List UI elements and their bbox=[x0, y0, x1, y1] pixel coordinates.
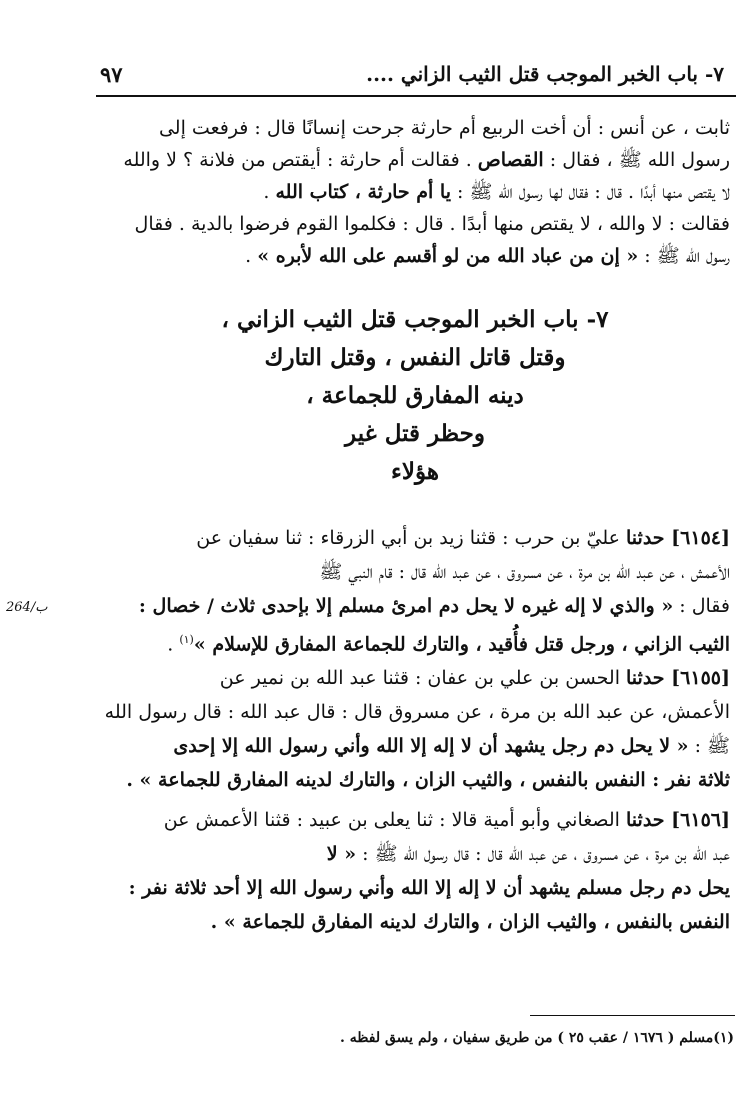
intro-line-1 bbox=[100, 112, 730, 144]
hadith-6154-line-1 bbox=[100, 522, 730, 554]
hadith-6156-line-1 bbox=[100, 804, 730, 836]
text-span: . bbox=[167, 633, 180, 656]
footnote-rule bbox=[530, 1015, 735, 1016]
text-span: الأعمش، عن عبد الله بن مرة ، عن مسروق قال : قال عبد الله : قال رسول الله bbox=[104, 701, 730, 723]
hadith-6154-line-2 bbox=[100, 556, 730, 588]
text-span: ثابت ، عن أنس : أن أخت الربيع أم حارثة جرحت إنسانًا قال : فرفعت إلى bbox=[158, 117, 730, 139]
text-span: رسول الله ﷺ : bbox=[638, 245, 730, 267]
hadith-number: [٦١٥٤] bbox=[671, 527, 730, 549]
bold-span: يا أم حارثة ، كتاب الله bbox=[275, 181, 452, 203]
hadith-6155-line-1 bbox=[100, 662, 730, 694]
bold-span: الثيب الزاني ، ورجل قتل فأُقيد ، والتارك للجماعة المفارق للإسلام » bbox=[193, 633, 730, 656]
intro-line-4 bbox=[100, 208, 730, 240]
page-number: ٩٧ bbox=[100, 62, 123, 87]
hadith-number: [٦١٥٦] bbox=[671, 809, 730, 831]
intro-line-2 bbox=[100, 144, 730, 176]
text-span: رسول الله ﷺ ، فقال : bbox=[543, 149, 730, 171]
header-title: ٧- باب الخبر الموجب قتل الثيب الزاني .... bbox=[366, 62, 724, 86]
hadith-6154-line-3 bbox=[100, 590, 730, 622]
running-header bbox=[96, 58, 736, 92]
hadith-6154-line-4 bbox=[100, 624, 730, 660]
footnote-marker: (١) bbox=[179, 633, 194, 646]
bold-span: « لا bbox=[326, 843, 357, 865]
chapter-title bbox=[100, 302, 730, 492]
hadith-6155-line-2 bbox=[100, 696, 730, 728]
hadith-number: [٦١٥٥] bbox=[671, 667, 730, 689]
bold-span: حدثنا bbox=[626, 667, 672, 689]
bold-span: ثلاثة نفر : النفس بالنفس ، والثيب الزان ، والتارك لدينه المفارق للجماعة » . bbox=[126, 769, 730, 791]
bold-span: حدثنا bbox=[626, 527, 672, 549]
chapter-title-line-5: هؤلاء bbox=[391, 458, 439, 485]
text-span: عليّ بن حرب : قثنا زيد بن أبي الزرقاء : ثنا سفيان عن bbox=[196, 527, 627, 549]
chapter-title-line-2: وقتل قاتل النفس ، وقتل التارك bbox=[264, 344, 566, 371]
text-span: . bbox=[245, 245, 258, 267]
text-span: . bbox=[263, 181, 276, 203]
bold-span: « والذي لا إله غيره لا يحل دم امرئ مسلم إلا بإحدى ثلاث / خصال : bbox=[138, 595, 674, 617]
text-span: عبد الله بن مرة ، عن مسروق ، عن عبد الله قال : قال رسول الله ﷺ : bbox=[356, 843, 730, 865]
text-span: ﷺ : bbox=[688, 735, 730, 757]
bold-span: حدثنا bbox=[626, 809, 672, 831]
text-span: لا يقتص منها أبدًا . قال : فقال لها رسول الله ﷺ : bbox=[451, 181, 730, 203]
intro-line-5 bbox=[100, 240, 730, 272]
text-span: . فقالت أم حارثة : أيقتص من فلانة ؟ لا والله bbox=[123, 149, 478, 171]
hadith-6156-line-4 bbox=[100, 906, 730, 938]
margin-note: 264/ب bbox=[6, 600, 48, 615]
chapter-title-line-4: وحظر قتل غير bbox=[345, 420, 485, 447]
footnote: (١)مسلم ( ١٦٧٦ / عقب ٢٥ ) من طريق سفيان ، ولم يسق لفظه . bbox=[340, 1030, 734, 1046]
bold-span: يحل دم رجل مسلم يشهد أن لا إله إلا الله وأني رسول الله إلا أحد ثلاثة نفر : bbox=[128, 877, 730, 899]
chapter-title-line-1: ٧- باب الخبر الموجب قتل الثيب الزاني ، bbox=[221, 306, 609, 333]
bold-span: « لا يحل دم رجل يشهد أن لا إله إلا الله وأني رسول الله إلا إحدى bbox=[173, 735, 689, 757]
chapter-title-line-3: دينه المفارق للجماعة ، bbox=[306, 382, 524, 409]
bold-span: النفس بالنفس ، والثيب الزان ، والتارك لدينه المفارق للجماعة » . bbox=[210, 911, 730, 933]
bold-span: « إن من عباد الله من لو أقسم على الله لأبره » bbox=[257, 245, 639, 267]
text-span: فقالت : لا والله ، لا يقتص منها أبدًا . قال : فكلموا القوم فرضوا بالدية . فقال bbox=[134, 213, 730, 235]
text-span: الأعمش ، عن عبد الله بن مرة ، عن مسروق ، عن عبد الله قال : قام النبي ﷺ bbox=[319, 561, 730, 583]
intro-line-3 bbox=[100, 176, 730, 208]
text-span: الصغاني وأبو أمية قالا : ثنا يعلى بن عبيد : قثنا الأعمش عن bbox=[163, 809, 627, 831]
text-span: الحسن بن علي بن عفان : قثنا عبد الله بن نمير عن bbox=[219, 667, 627, 689]
hadith-6156-line-2 bbox=[100, 838, 730, 870]
hadith-6155-line-3 bbox=[100, 730, 730, 762]
header-rule bbox=[96, 95, 736, 97]
bold-span: القصاص bbox=[477, 149, 544, 171]
hadith-6155-line-4 bbox=[100, 764, 730, 796]
text-span: فقال : bbox=[673, 595, 730, 617]
hadith-6156-line-3 bbox=[100, 872, 730, 904]
